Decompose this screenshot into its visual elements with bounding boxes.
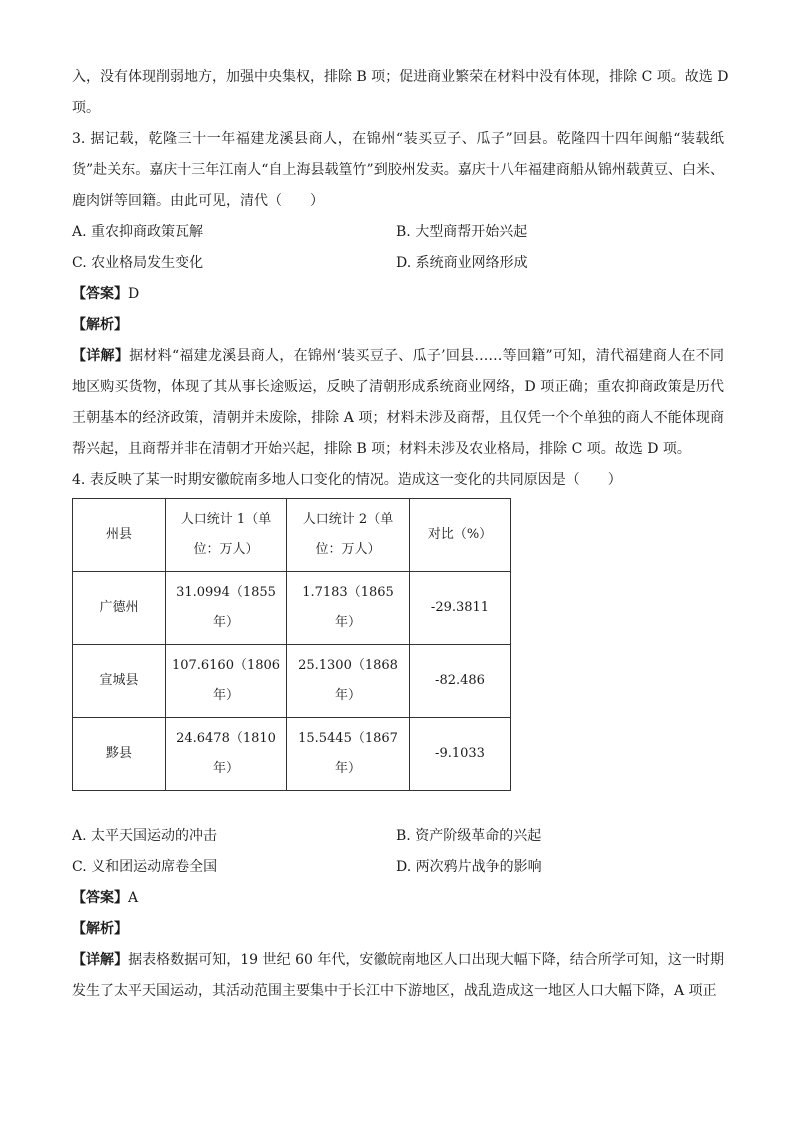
q4-option-a: A. 太平天国运动的冲击 [72, 828, 218, 844]
q4-stem: 4. 表反映了某一时期安徽皖南多地人口变化的情况。造成这一变化的共同原因是（ ） [72, 472, 622, 488]
q3-detail [72, 341, 724, 465]
cell-ratio: -29.3811 [410, 572, 511, 645]
table-row [73, 645, 511, 718]
q4-analysis-label: 【解析】 [72, 921, 128, 937]
q3-option-b: B. 大型商帮开始兴起 [396, 224, 528, 240]
q3-detail-label: 【详解】 [72, 348, 130, 364]
cell-pop2: 25.1300（1868 年） [287, 645, 410, 718]
q3-option-d: D. 系统商业网络形成 [396, 255, 528, 271]
q3-stem: 3. 据记载，乾隆三十一年福建龙溪县商人，在锦州“装买豆子、瓜子”回县。乾隆四十四年闽船“装载纸货”赴关东。嘉庆十三年江南人“自上海县载篁竹”到胶州发卖。嘉庆十八年福建商船从锦州载黄豆、白米、鹿肉饼等回籍。由此可见，清代（ ） [72, 131, 724, 209]
q4-answer-label: 【答案】 [72, 890, 128, 906]
q4-answer [72, 883, 724, 914]
q3-answer [72, 279, 724, 310]
q4-option-d: D. 两次鸦片战争的影响 [396, 859, 542, 875]
cell-pop1: 24.6478（1810 年） [166, 718, 287, 791]
intro-line-2: 项。 [72, 100, 100, 116]
header-pop2: 人口统计 2（单 位：万人） [287, 499, 410, 572]
q3-options-row-2 [72, 248, 724, 279]
q3-option-c: C. 农业格局发生变化 [72, 255, 204, 271]
table-row [73, 572, 511, 645]
cell-ratio: -82.486 [410, 645, 511, 718]
cell-pop1: 107.6160（1806 年） [166, 645, 287, 718]
q4-option-c: C. 义和团运动席卷全国 [72, 859, 218, 875]
q4-detail-text: 据表格数据可知，19 世纪 60 年代，安徽皖南地区人口出现大幅下降，结合所学可知，这一时期发生了太平天国运动，其活动范围主要集中于长江中下游地区，战乱造成这一地区人口大幅下降，A 项正 [72, 952, 724, 999]
q4-detail-label: 【详解】 [72, 952, 129, 968]
cell-pop1: 31.0994（1855 年） [166, 572, 287, 645]
header-pop1: 人口统计 1（单 位：万人） [166, 499, 287, 572]
cell-ratio: -9.1033 [410, 718, 511, 791]
table-row [73, 718, 511, 791]
q4-answer-value: A [128, 890, 139, 906]
q4-option-b: B. 资产阶级革命的兴起 [396, 828, 542, 844]
q3-options-row-1 [72, 217, 724, 248]
cell-pop2: 1.7183（1865 年） [287, 572, 410, 645]
table-header-row [73, 499, 511, 572]
cell-pop2: 15.5445（1867 年） [287, 718, 410, 791]
q3-option-a: A. 重农抑商政策瓦解 [72, 224, 204, 240]
q4-options-row-1 [72, 821, 724, 852]
q3-analysis-label: 【解析】 [72, 317, 128, 333]
q3-detail-text: 据材料“福建龙溪县商人，在锦州‘装买豆子、瓜子’回县……等回籍”可知，清代福建商人在不同地区购买货物，体现了其从事长途贩运，反映了清朝形成系统商业网络，D 项正确；重农抑商政策是历代王朝基本的经济政策，清朝并未废除，排除 A 项；材料未涉及商帮，且仅凭一个个单独的商人不能体现商帮兴起，且商帮并非在清朝才开始兴起，排除 B 项；材料未涉及农业格局，排除 C 项。故选 D 项。 [72, 348, 725, 457]
intro-line-1: 入，没有体现削弱地方，加强中央集权，排除 B 项；促进商业繁荣在材料中没有体现，排除 C 项。故选 D [72, 69, 729, 85]
q4-detail [72, 945, 724, 1007]
document-page [72, 62, 729, 1007]
cell-county: 宣城县 [73, 645, 166, 718]
cell-county: 黟县 [73, 718, 166, 791]
population-table [72, 498, 511, 791]
cell-county: 广德州 [73, 572, 166, 645]
header-ratio: 对比（%） [410, 499, 511, 572]
q3-answer-label: 【答案】 [72, 286, 128, 302]
q3-answer-value: D [128, 286, 140, 302]
header-county: 州县 [73, 499, 166, 572]
q4-options-row-2 [72, 852, 724, 883]
